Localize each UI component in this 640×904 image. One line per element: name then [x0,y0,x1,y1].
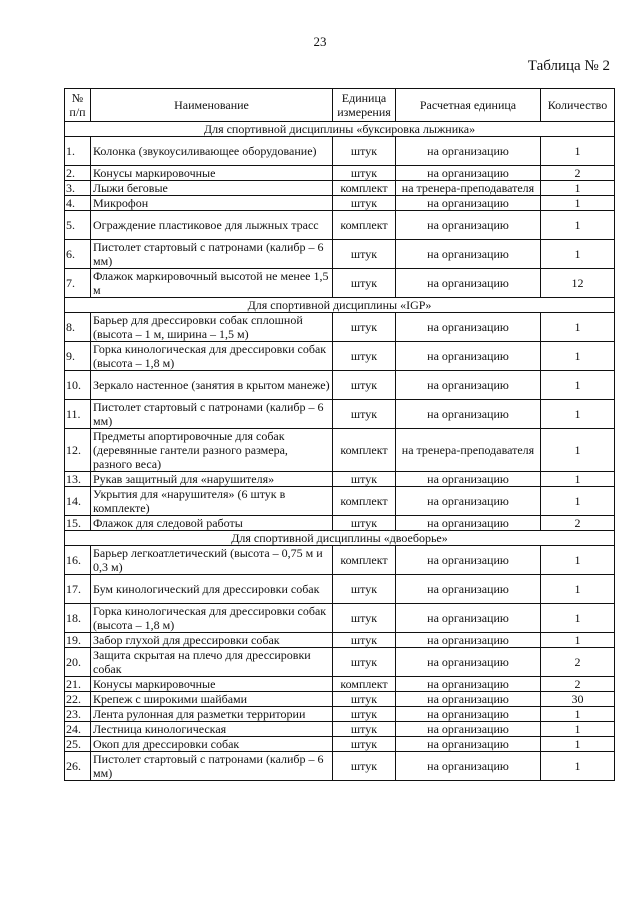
cell-name: Пистолет стартовый с патронами (калибр – 6 мм) [91,240,333,269]
cell-num: 11. [65,400,91,429]
cell-unit: штук [333,196,396,211]
table-row [65,722,615,737]
cell-unit: штук [333,648,396,677]
table-row [65,181,615,196]
cell-qty: 1 [541,371,615,400]
cell-unit: комплект [333,429,396,472]
cell-qty: 1 [541,546,615,575]
cell-qty: 1 [541,196,615,211]
table-header-row [65,89,615,122]
cell-num: 13. [65,472,91,487]
cell-qty: 1 [541,400,615,429]
cell-calc: на организацию [396,269,541,298]
cell-num: 18. [65,604,91,633]
cell-calc: на организацию [396,313,541,342]
cell-name: Рукав защитный для «нарушителя» [91,472,333,487]
cell-unit: штук [333,137,396,166]
cell-calc: на организацию [396,211,541,240]
section-title: Для спортивной дисциплины «двоеборье» [65,531,615,546]
equipment-table [64,88,615,781]
cell-unit: комплект [333,181,396,196]
cell-name: Горка кинологическая для дрессировки собак (высота – 1,8 м) [91,342,333,371]
cell-calc: на организацию [396,516,541,531]
cell-name: Барьер для дрессировки собак сплошной (высота – 1 м, ширина – 1,5 м) [91,313,333,342]
cell-unit: штук [333,633,396,648]
header-calc: Расчетная единица [396,89,541,122]
cell-name: Крепеж с широкими шайбами [91,692,333,707]
cell-name: Ограждение пластиковое для лыжных трасс [91,211,333,240]
table-row [65,648,615,677]
cell-num: 23. [65,707,91,722]
cell-name: Флажок для следовой работы [91,516,333,531]
cell-name: Конусы маркировочные [91,677,333,692]
cell-qty: 1 [541,737,615,752]
cell-num: 10. [65,371,91,400]
cell-calc: на организацию [396,196,541,211]
cell-qty: 2 [541,648,615,677]
cell-name: Бум кинологический для дрессировки собак [91,575,333,604]
cell-unit: штук [333,472,396,487]
cell-name: Микрофон [91,196,333,211]
cell-calc: на организацию [396,692,541,707]
cell-qty: 2 [541,166,615,181]
cell-num: 24. [65,722,91,737]
cell-qty: 1 [541,633,615,648]
cell-unit: комплект [333,487,396,516]
cell-qty: 1 [541,722,615,737]
table-row [65,472,615,487]
cell-num: 8. [65,313,91,342]
cell-calc: на организацию [396,371,541,400]
cell-name: Колонка (звукоусиливающее оборудование) [91,137,333,166]
cell-qty: 1 [541,707,615,722]
cell-unit: штук [333,342,396,371]
cell-num: 25. [65,737,91,752]
cell-num: 2. [65,166,91,181]
cell-unit: штук [333,516,396,531]
table-row [65,400,615,429]
cell-unit: штук [333,722,396,737]
cell-name: Лестница кинологическая [91,722,333,737]
cell-qty: 1 [541,752,615,781]
table-row [65,211,615,240]
cell-calc: на организацию [396,722,541,737]
cell-unit: штук [333,269,396,298]
cell-calc: на тренера-преподавателя [396,181,541,196]
cell-name: Зеркало настенное (занятия в крытом манеже) [91,371,333,400]
table-row [65,707,615,722]
cell-calc: на организацию [396,400,541,429]
cell-name: Лента рулонная для разметки территории [91,707,333,722]
cell-name: Горка кинологическая для дрессировки собак (высота – 1,8 м) [91,604,333,633]
table-row [65,737,615,752]
table-row [65,166,615,181]
cell-name: Укрытия для «нарушителя» (6 штук в комплекте) [91,487,333,516]
cell-calc: на организацию [396,487,541,516]
cell-unit: комплект [333,546,396,575]
table-row [65,269,615,298]
section-row [65,122,615,137]
header-unit: Единица измерения [333,89,396,122]
cell-num: 9. [65,342,91,371]
table-row [65,313,615,342]
cell-calc: на организацию [396,677,541,692]
cell-name: Пистолет стартовый с патронами (калибр – 6 мм) [91,400,333,429]
cell-num: 16. [65,546,91,575]
cell-name: Защита скрытая на плечо для дрессировки собак [91,648,333,677]
cell-unit: штук [333,400,396,429]
cell-qty: 1 [541,342,615,371]
cell-qty: 1 [541,313,615,342]
page-number: 23 [313,34,327,49]
cell-num: 6. [65,240,91,269]
cell-calc: на организацию [396,752,541,781]
cell-num: 4. [65,196,91,211]
cell-qty: 1 [541,240,615,269]
section-title: Для спортивной дисциплины «буксировка лыжника» [65,122,615,137]
table-title: Таблица № 2 [527,58,610,74]
header-name: Наименование [91,89,333,122]
cell-name: Конусы маркировочные [91,166,333,181]
cell-calc: на организацию [396,648,541,677]
table-row [65,604,615,633]
table-row [65,240,615,269]
section-row [65,531,615,546]
cell-num: 5. [65,211,91,240]
table-body [65,122,615,781]
cell-name: Флажок маркировочный высотой не менее 1,5 м [91,269,333,298]
cell-num: 17. [65,575,91,604]
cell-num: 20. [65,648,91,677]
cell-calc: на организацию [396,575,541,604]
table-row [65,633,615,648]
cell-unit: штук [333,692,396,707]
cell-qty: 1 [541,487,615,516]
cell-unit: штук [333,313,396,342]
cell-qty: 2 [541,677,615,692]
cell-name: Предметы апортировочные для собак (деревянные гантели разного размера, разного веса) [91,429,333,472]
cell-num: 22. [65,692,91,707]
cell-num: 1. [65,137,91,166]
table-row [65,429,615,472]
cell-name: Лыжи беговые [91,181,333,196]
cell-qty: 1 [541,604,615,633]
cell-name: Барьер легкоатлетический (высота – 0,75 м и 0,3 м) [91,546,333,575]
table-row [65,371,615,400]
table-row [65,137,615,166]
cell-unit: штук [333,737,396,752]
cell-qty: 1 [541,181,615,196]
cell-name: Забор глухой для дрессировки собак [91,633,333,648]
cell-unit: штук [333,371,396,400]
cell-qty: 1 [541,211,615,240]
cell-qty: 12 [541,269,615,298]
table-row [65,487,615,516]
header-qty: Количество [541,89,615,122]
table-row [65,342,615,371]
cell-num: 12. [65,429,91,472]
cell-calc: на организацию [396,604,541,633]
cell-calc: на тренера-преподавателя [396,429,541,472]
cell-calc: на организацию [396,633,541,648]
cell-num: 19. [65,633,91,648]
cell-unit: штук [333,752,396,781]
cell-num: 15. [65,516,91,531]
cell-calc: на организацию [396,166,541,181]
cell-calc: на организацию [396,137,541,166]
table-row [65,677,615,692]
table-row [65,575,615,604]
cell-calc: на организацию [396,240,541,269]
cell-qty: 30 [541,692,615,707]
cell-calc: на организацию [396,737,541,752]
cell-unit: штук [333,166,396,181]
cell-unit: комплект [333,211,396,240]
cell-num: 26. [65,752,91,781]
cell-num: 7. [65,269,91,298]
cell-num: 14. [65,487,91,516]
section-row [65,298,615,313]
cell-qty: 1 [541,137,615,166]
section-title: Для спортивной дисциплины «IGP» [65,298,615,313]
cell-unit: штук [333,604,396,633]
cell-calc: на организацию [396,707,541,722]
cell-qty: 1 [541,575,615,604]
header-num: № п/п [65,89,91,122]
table-row [65,752,615,781]
cell-name: Пистолет стартовый с патронами (калибр – 6 мм) [91,752,333,781]
cell-calc: на организацию [396,342,541,371]
cell-qty: 1 [541,429,615,472]
cell-qty: 1 [541,472,615,487]
cell-unit: штук [333,575,396,604]
cell-unit: штук [333,240,396,269]
cell-name: Окоп для дрессировки собак [91,737,333,752]
cell-num: 3. [65,181,91,196]
table-row [65,196,615,211]
cell-unit: штук [333,707,396,722]
table-row [65,516,615,531]
cell-qty: 2 [541,516,615,531]
cell-num: 21. [65,677,91,692]
cell-calc: на организацию [396,546,541,575]
table-row [65,692,615,707]
cell-unit: комплект [333,677,396,692]
table-row [65,546,615,575]
cell-calc: на организацию [396,472,541,487]
